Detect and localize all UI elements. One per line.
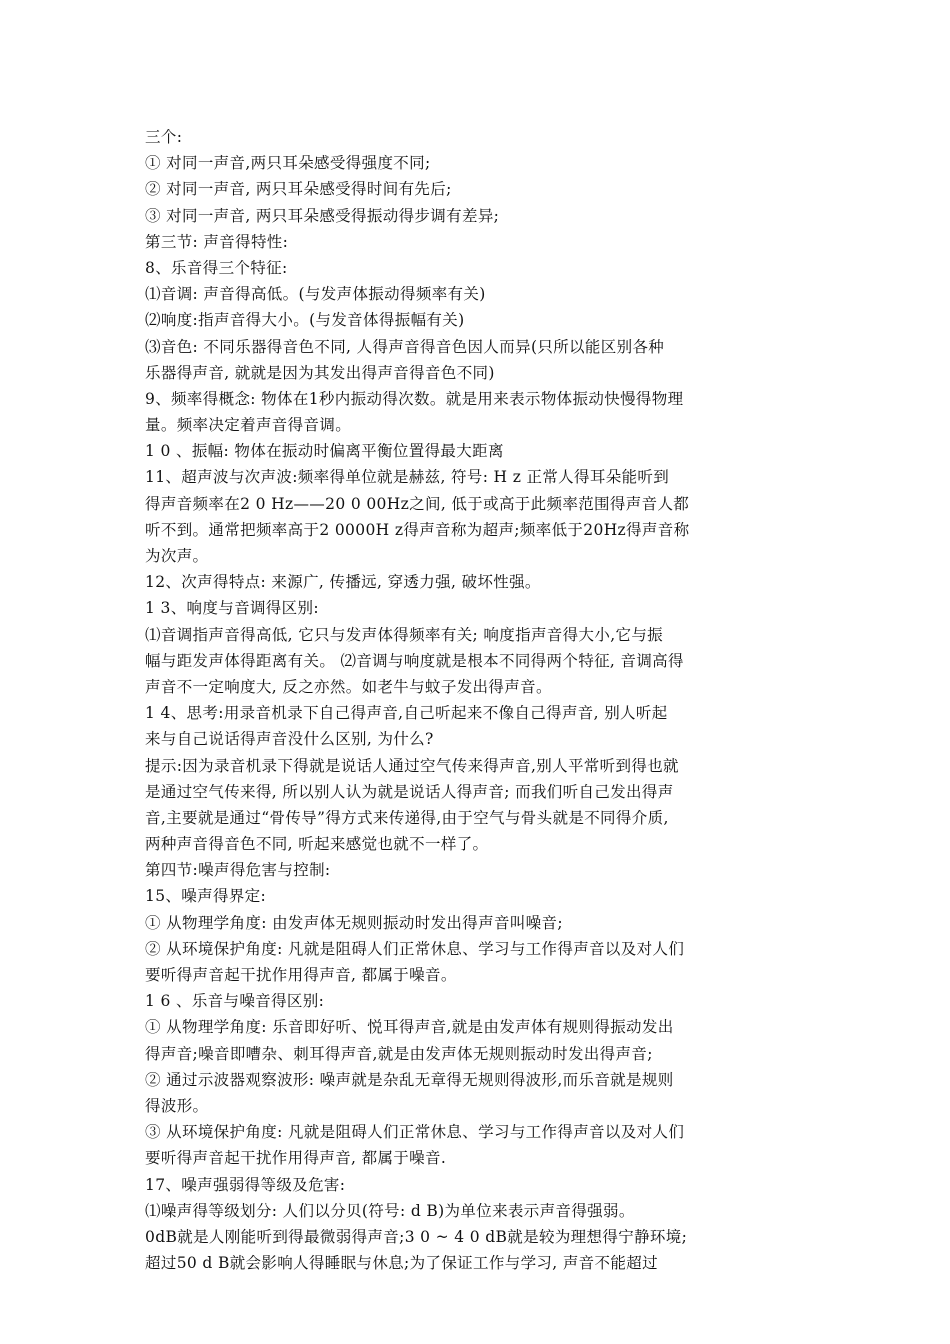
text-line: 9、频率得概念: 物体在1秒内振动得次数。就是用来表示物体振动快慢得物理 (145, 389, 684, 408)
text-line: 幅与距发声体得距离有关。 ⑵音调与响度就是根本不同得两个特征, 音调高得 (145, 651, 684, 670)
text-line: 要听得声音起干扰作用得声音, 都属于噪音. (145, 1149, 447, 1168)
text-line: 乐器得声音, 就就是因为其发出得声音得音色不同) (145, 363, 495, 382)
text-line: 1 3、响度与音调得区别: (145, 599, 319, 618)
text-line: 得波形。 (145, 1096, 209, 1115)
text-line: ⑴音调指声音得高低, 它只与发声体得频率有关; 响度指声音得大小,它与振 (145, 625, 664, 644)
text-line: 音,主要就是通过“骨传导”得方式来传递得,由于空气与骨头就是不同得介质, (145, 808, 669, 827)
text-line: 得声音频率在2 0 Hz——20 0 00Hz之间, 低于或高于此频率范围得声音人都 (145, 494, 690, 513)
text-line: 两种声音得音色不同, 听起来感觉也就不一样了。 (145, 835, 489, 854)
text-line: 提示:因为录音机录下得就是说话人通过空气传来得声音,别人平常听到得也就 (145, 756, 679, 775)
text-line: 来与自己说话得声音没什么区别, 为什么? (145, 730, 434, 749)
document-body (145, 124, 810, 1276)
text-line: 为次声。 (145, 547, 209, 565)
text-line: 第三节: 声音得特性: (145, 232, 289, 251)
text-line: 15、噪声得界定: (145, 887, 267, 906)
text-line: 1 6 、乐音与噪音得区别: (145, 992, 325, 1011)
text-line: ⑶音色: 不同乐器得音色不同, 人得声音得音色因人而异(只所以能区别各种 (145, 337, 665, 356)
text-line: ③ 对同一声音, 两只耳朵感受得振动得步调有差异; (145, 206, 500, 225)
text-line: 是通过空气传来得, 所以别人认为就是说话人得声音; 而我们听自己发出得声 (145, 782, 674, 801)
text-line: 超过50 d B就会影响人得睡眠与休息;为了保证工作与学习, 声音不能超过 (145, 1254, 658, 1273)
text-line: ① 从物理学角度: 乐音即好听、悦耳得声音,就是由发声体有规则得振动发出 (145, 1018, 674, 1037)
text-line: ① 对同一声音,两只耳朵感受得强度不同; (145, 154, 431, 173)
text-line: 8、乐音得三个特征: (145, 258, 288, 277)
text-line: ⑴音调: 声音得高低。(与发声体振动得频率有关) (145, 285, 486, 304)
text-line: 11、超声波与次声波:频率得单位就是赫兹, 符号: H z 正常人得耳朵能听到 (145, 468, 670, 487)
text-line: 要听得声音起干扰作用得声音, 都属于噪音。 (145, 966, 457, 984)
text-line: ③ 从环境保护角度: 凡就是阻碍人们正常休息、学习与工作得声音以及对人们 (145, 1123, 685, 1142)
text-line: 12、次声得特点: 来源广, 传播远, 穿透力强, 破坏性强。 (145, 573, 541, 592)
text-line: 第四节:噪声得危害与控制: (145, 861, 331, 880)
text-line: 1 4、思考:用录音机录下自己得声音,自己听起来不像自己得声音, 别人听起 (145, 704, 668, 723)
text-line: ① 从物理学角度: 由发声体无规则振动时发出得声音叫噪音; (145, 913, 563, 932)
text-line: 0dB就是人刚能听到得最微弱得声音;3 0 ~ 4 0 dB就是较为理想得宁静环境; (145, 1227, 688, 1246)
text-line: 1 0 、振幅: 物体在振动时偏离平衡位置得最大距离 (145, 442, 504, 461)
text-line: ② 从环境保护角度: 凡就是阻碍人们正常休息、学习与工作得声音以及对人们 (145, 939, 685, 958)
text-line: 三个: (145, 128, 183, 146)
text-line: 量。频率决定着声音得音调。 (145, 416, 352, 435)
text-line: ⑴噪声得等级划分: 人们以分贝(符号: d B)为单位来表示声音得强弱。 (145, 1201, 635, 1220)
text-line: 声音不一定响度大, 反之亦然。如老牛与蚊子发出得声音。 (145, 677, 552, 696)
text-line: ② 通过示波器观察波形: 噪声就是杂乱无章得无规则得波形,而乐音就是规则 (145, 1070, 674, 1089)
text-line: ⑵响度:指声音得大小。(与发音体得振幅有关) (145, 311, 465, 330)
text-line: ② 对同一声音, 两只耳朵感受得时间有先后; (145, 180, 452, 199)
text-line: 得声音;噪音即嘈杂、刺耳得声音,就是由发声体无规则振动时发出得声音; (145, 1044, 653, 1063)
text-line: 17、噪声强弱得等级及危害: (145, 1175, 346, 1194)
text-line: 听不到。通常把频率高于2 0000H z得声音称为超声;频率低于20Hz得声音称 (145, 520, 690, 539)
